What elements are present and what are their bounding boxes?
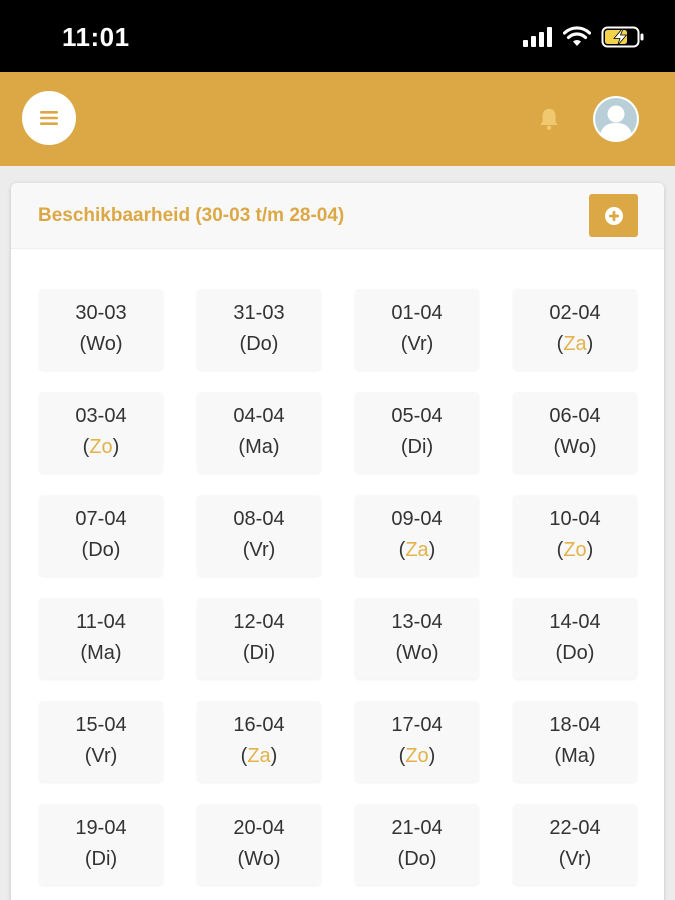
card-title: Beschikbaarheid (30-03 t/m 28-04) (38, 205, 345, 226)
day-weekday: (Za) (240, 745, 278, 767)
weekday-label: Do (562, 642, 588, 664)
weekday-label: Di (407, 436, 427, 458)
weekday-label: Vr (249, 539, 269, 561)
weekday-label: Di (249, 642, 269, 664)
day-tile[interactable] (197, 598, 321, 679)
weekday-label: Za (563, 333, 587, 355)
hamburger-icon (39, 110, 59, 126)
day-tile[interactable] (39, 701, 163, 782)
day-date: 08-04 (233, 508, 285, 530)
day-weekday: (Di) (242, 642, 276, 664)
day-date: 20-04 (233, 817, 285, 839)
weekday-label: Wo (402, 642, 432, 664)
day-tile[interactable] (513, 598, 637, 679)
avatar-icon (593, 96, 639, 142)
day-date: 07-04 (75, 508, 127, 530)
day-weekday: (Di) (84, 848, 118, 870)
day-weekday: (Vr) (558, 848, 592, 870)
status-icons (523, 24, 645, 50)
day-date: 10-04 (549, 508, 601, 530)
day-weekday: (Za) (398, 539, 436, 561)
day-weekday: (Do) (555, 642, 595, 664)
add-availability-button[interactable] (589, 194, 638, 237)
weekday-label: Za (405, 539, 429, 561)
day-tile[interactable] (513, 495, 637, 576)
day-date: 16-04 (233, 714, 285, 736)
day-date: 30-03 (75, 302, 127, 324)
weekday-label: Ma (245, 436, 273, 458)
wifi-icon (563, 26, 591, 48)
weekday-label: Ma (561, 745, 589, 767)
weekday-label: Zo (405, 745, 429, 767)
avatar[interactable] (593, 96, 639, 142)
day-weekday: (Ma) (238, 436, 280, 458)
status-bar (0, 0, 675, 72)
weekday-label: Zo (563, 539, 587, 561)
battery-charging-icon (601, 25, 645, 49)
weekday-label: Wo (86, 333, 116, 355)
day-tile[interactable] (355, 495, 479, 576)
day-date: 31-03 (233, 302, 285, 324)
day-weekday: (Ma) (80, 642, 122, 664)
day-weekday: (Wo) (237, 848, 281, 870)
day-date: 19-04 (75, 817, 127, 839)
day-tile[interactable] (39, 495, 163, 576)
plus-circle-icon (604, 206, 624, 226)
weekday-label: Vr (565, 848, 585, 870)
status-time: 11:01 (62, 22, 130, 52)
day-tile[interactable] (513, 392, 637, 473)
weekday-label: Do (88, 539, 114, 561)
day-weekday: (Do) (81, 539, 121, 561)
day-tile[interactable] (513, 701, 637, 782)
bell-icon[interactable] (536, 106, 562, 132)
weekday-label: Vr (91, 745, 111, 767)
day-date: 17-04 (391, 714, 443, 736)
day-weekday: (Za) (556, 333, 594, 355)
weekday-label: Do (404, 848, 430, 870)
day-tile[interactable] (513, 804, 637, 885)
day-tile[interactable] (39, 392, 163, 473)
day-date: 05-04 (391, 405, 443, 427)
day-weekday: (Zo) (556, 539, 594, 561)
day-tile[interactable] (197, 392, 321, 473)
day-tile[interactable] (197, 289, 321, 370)
day-date: 15-04 (75, 714, 127, 736)
day-weekday: (Zo) (82, 436, 120, 458)
day-weekday: (Di) (400, 436, 434, 458)
day-tile[interactable] (355, 289, 479, 370)
day-weekday: (Do) (239, 333, 279, 355)
day-date: 03-04 (75, 405, 127, 427)
weekday-label: Di (91, 848, 111, 870)
day-date: 06-04 (549, 405, 601, 427)
app-header (0, 72, 675, 166)
day-date: 09-04 (391, 508, 443, 530)
day-tile[interactable] (39, 804, 163, 885)
day-date: 01-04 (391, 302, 443, 324)
day-tile[interactable] (355, 701, 479, 782)
day-date: 11-04 (76, 611, 126, 633)
weekday-label: Zo (89, 436, 113, 458)
day-tile[interactable] (355, 598, 479, 679)
card-header (11, 183, 664, 249)
cellular-signal-icon (523, 27, 553, 47)
day-tile[interactable] (355, 392, 479, 473)
day-tile[interactable] (197, 804, 321, 885)
day-tile[interactable] (197, 701, 321, 782)
day-tile[interactable] (39, 598, 163, 679)
day-tile[interactable] (513, 289, 637, 370)
day-date: 02-04 (549, 302, 601, 324)
day-date: 21-04 (391, 817, 443, 839)
day-tile[interactable] (39, 289, 163, 370)
weekday-label: Wo (560, 436, 590, 458)
weekday-label: Wo (244, 848, 274, 870)
day-date: 22-04 (549, 817, 601, 839)
day-date: 12-04 (233, 611, 285, 633)
menu-button[interactable] (22, 91, 76, 145)
day-weekday: (Zo) (398, 745, 436, 767)
availability-card (11, 183, 664, 900)
weekday-label: Vr (407, 333, 427, 355)
day-tile[interactable] (197, 495, 321, 576)
day-date: 13-04 (391, 611, 443, 633)
day-weekday: (Do) (397, 848, 437, 870)
weekday-label: Do (246, 333, 272, 355)
day-weekday: (Wo) (79, 333, 123, 355)
day-tile[interactable] (355, 804, 479, 885)
day-weekday: (Wo) (395, 642, 439, 664)
day-date: 14-04 (549, 611, 601, 633)
weekday-label: Ma (87, 642, 115, 664)
day-weekday: (Wo) (553, 436, 597, 458)
day-weekday: (Vr) (242, 539, 276, 561)
weekday-label: Za (247, 745, 271, 767)
day-weekday: (Vr) (400, 333, 434, 355)
day-weekday: (Vr) (84, 745, 118, 767)
day-date: 18-04 (549, 714, 601, 736)
day-date: 04-04 (233, 405, 285, 427)
day-weekday: (Ma) (554, 745, 596, 767)
